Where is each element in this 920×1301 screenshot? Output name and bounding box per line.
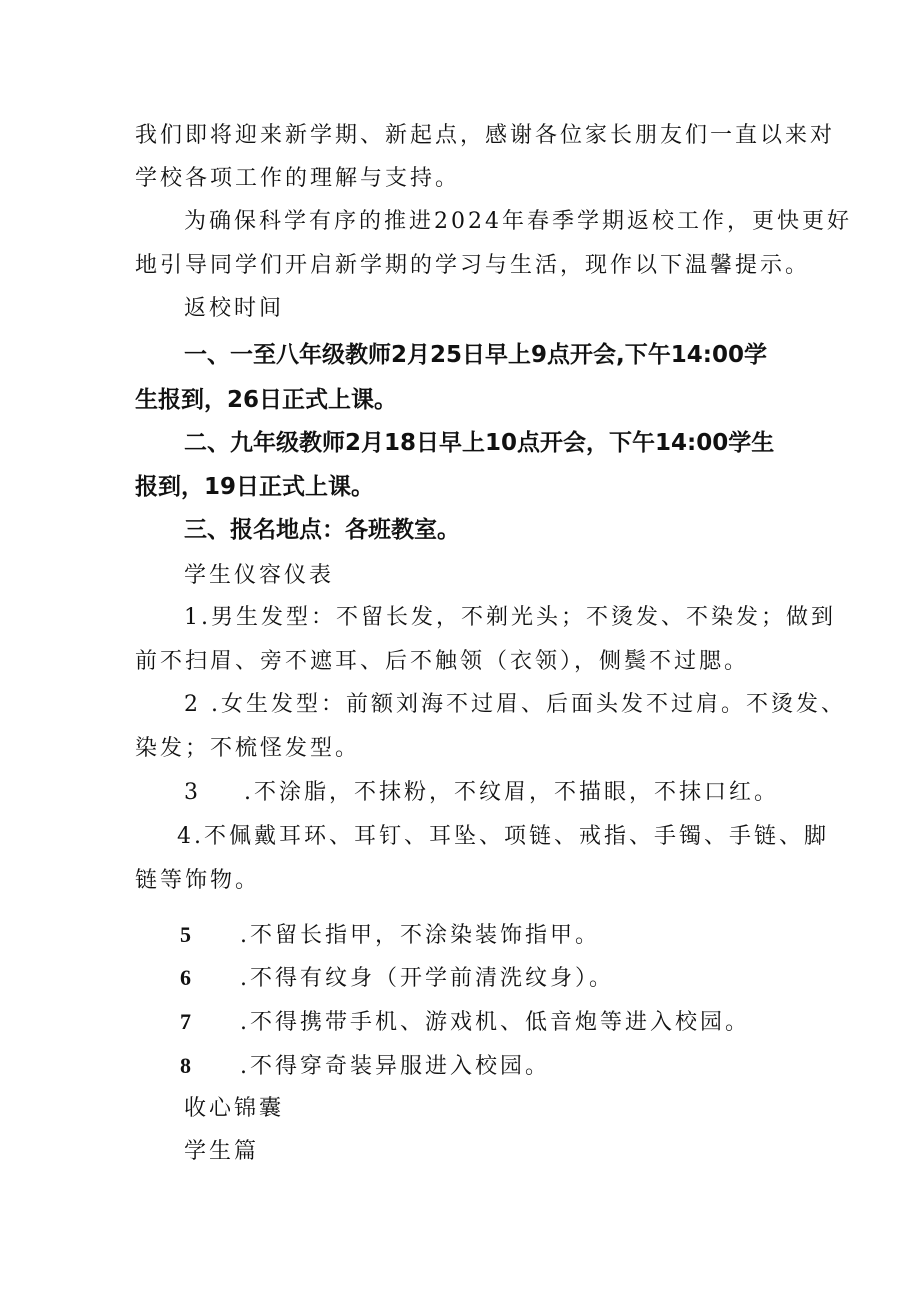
appearance-rule-6 [180, 963, 614, 994]
rule-8-number: 8 [180, 1053, 194, 1078]
return-time-item-3: 三、报名地点：各班教室。 [184, 517, 460, 543]
rule-6-text: .不得有纹身（开学前清洗纹身）。 [240, 966, 614, 991]
appearance-rule-4-line-1: 4.不佩戴耳环、耳钉、耳坠、项链、戒指、手镯、手链、脚 [177, 824, 829, 849]
appearance-rule-2-line-2: 染发；不梳怪发型。 [135, 736, 361, 761]
appearance-rule-1-line-1: 1.男生发型：不留长发，不剃光头；不烫发、不染发；做到 [184, 605, 836, 630]
intro-line-2: 学校各项工作的理解与支持。 [135, 166, 461, 191]
appearance-rule-5 [180, 920, 600, 951]
rule-3-number: 3 [184, 780, 201, 805]
appearance-rule-3 [184, 778, 779, 808]
return-time-item-1-line-2: 生报到，26日正式上课。 [135, 387, 398, 413]
purpose-line-1: 为确保科学有序的推进2024年春季学期返校工作，更快更好 [184, 209, 852, 234]
intro-line-1: 我们即将迎来新学期、新起点，感谢各位家长朋友们一直以来对 [135, 123, 836, 148]
appearance-rule-8 [180, 1051, 550, 1082]
rule-7-text: .不得携带手机、游戏机、低音炮等进入校园。 [240, 1010, 750, 1035]
return-time-item-2-line-2: 报到，19日正式上课。 [135, 474, 375, 500]
return-time-heading: 返校时间 [184, 296, 285, 321]
return-time-item-1-line-1: 一、一至八年级教师2月25日早上9点开会,下午14:00学 [184, 342, 767, 368]
purpose-line-2: 地引导同学们开启新学期的学习与生活，现作以下温馨提示。 [135, 253, 811, 278]
rule-5-number: 5 [180, 922, 194, 947]
return-time-item-2-line-1: 二、九年级教师2月18日早上10点开会，下午14:00学生 [184, 430, 775, 456]
rule-6-number: 6 [180, 965, 194, 990]
appearance-rule-7 [180, 1007, 750, 1038]
tips-subheading: 学生篇 [184, 1139, 260, 1164]
appearance-heading: 学生仪容仪表 [184, 563, 335, 588]
tips-heading: 收心锦囊 [184, 1096, 285, 1121]
appearance-rule-4-line-2: 链等饰物。 [135, 868, 261, 893]
rule-5-text: .不留长指甲，不涂染装饰指甲。 [240, 923, 600, 948]
appearance-rule-1-line-2: 前不扫眉、旁不遮耳、后不触领（衣领），侧鬓不过腮。 [135, 649, 750, 674]
rule-8-text: .不得穿奇装异服进入校园。 [240, 1054, 550, 1079]
rule-7-number: 7 [180, 1009, 194, 1034]
appearance-rule-2-line-1: 2 .女生发型：前额刘海不过眉、后面头发不过肩。不烫发、 [184, 692, 846, 717]
rule-3-text: .不涂脂，不抹粉，不纹眉，不描眼，不抹口红。 [244, 780, 779, 805]
